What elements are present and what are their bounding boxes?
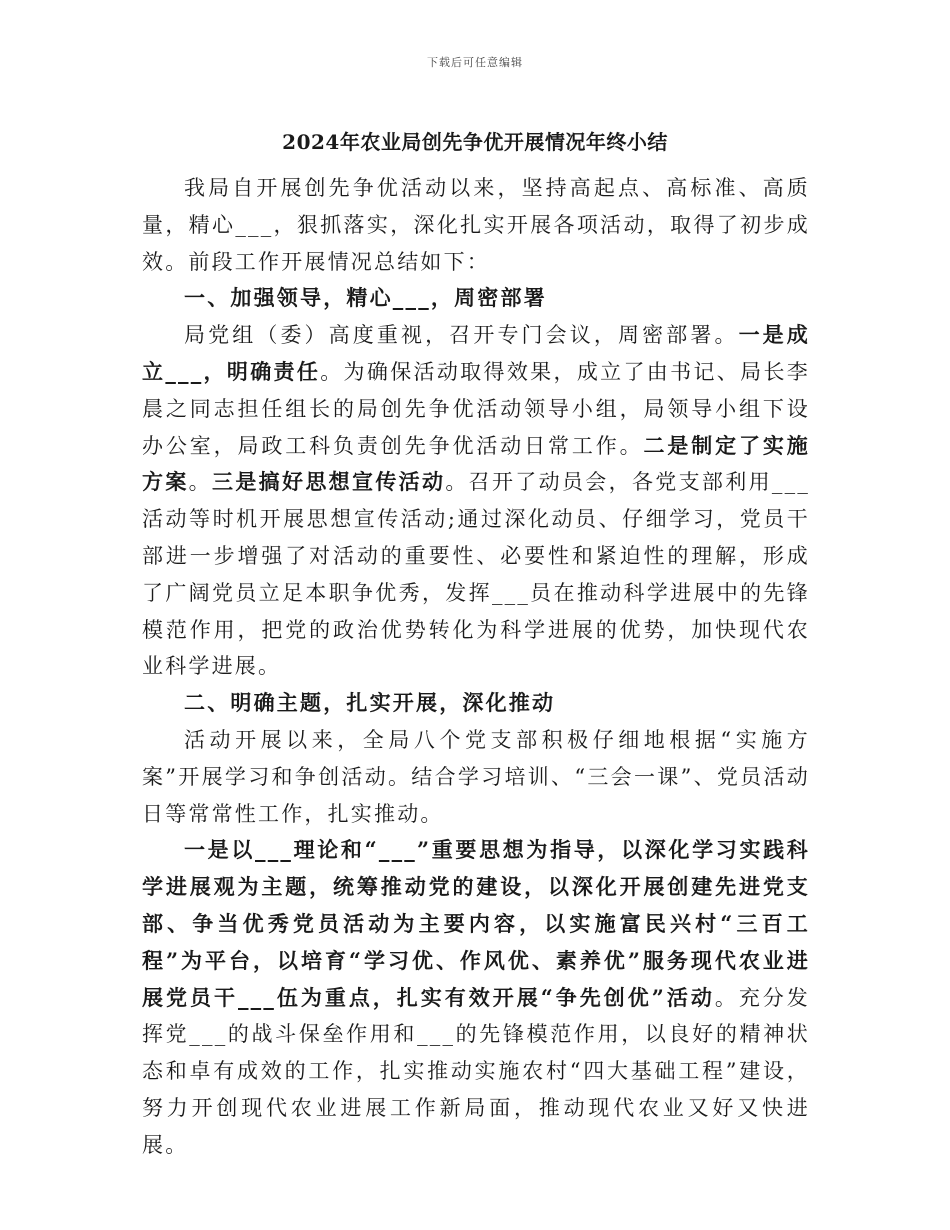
section2-bold-main: 一是以___理论和“___”重要思想为指导，以深化学习实践科学进展观为主题，统筹推动党的建设，以深化开展创建先进党支部、争当优秀党员活动为主要内容，以实施富民兴村“三百工程”为平台，以培育“学习优、作风优、素养优”服务现代农业进展党员干___伍为重点，扎实有效开展“争先创优”活动: [142, 837, 810, 1010]
section1-text-d: 。召开了动员会，各党支部利用___活动等时机开展思想宣传活动;通过深化动员、仔细学习，党员干部进一步增强了对活动的重要性、必要性和紧迫性的理解，形成了广阔党员立足本职争优秀，发挥___员在推动科学进展中的先锋模范作用，把党的政治优势转化为科学进展的优势，加快现代农业科学进展。: [142, 470, 811, 679]
section2-paragraph-2: [142, 832, 810, 1163]
section1-heading: 一、加强领导，精心___，周密部署: [184, 285, 547, 311]
header-note: 下载后可任意编辑: [427, 56, 523, 69]
section2-text: 。充分发挥党___的战斗保垒作用和___的先锋模范作用，以良好的精神状态和卓有成效的工作，扎实推动实施农村“四大基础工程”建设，努力开创现代农业进展工作新局面，推动现代农业又好又快进展。: [142, 985, 810, 1157]
section1-text-a: 局党组（委）高度重视，召开专门会议，周密部署。: [184, 323, 739, 348]
section1-paragraph: [142, 317, 810, 685]
intro-paragraph: 我局自开展创先争优活动以来，坚持高起点、高标准、高质量，精心___，狠抓落实，深化扎实开展各项活动，取得了初步成效。前段工作开展情况总结如下：: [142, 176, 810, 274]
document-body: [142, 170, 810, 1164]
section1-bold-2: 二是制定了实施方案: [142, 432, 811, 495]
section1-text-b: 。为确保活动取得效果，成立了由书记、局长李晨之同志担任组长的局创先争优活动领导小组，局领导小组下设办公室，局政工科负责创先争优活动日常工作。: [142, 359, 810, 458]
document-title: 2024年农业局创先争优开展情况年终小结: [282, 130, 668, 154]
section1-text-c: 。: [188, 470, 213, 495]
section1-bold-3: 三是搞好思想宣传活动: [212, 469, 446, 495]
section2-paragraph-1: 活动开展以来，全局八个党支部积极仔细地根据“实施方案”开展学习和争创活动。结合学习培训、“三会一课”、党员活动日等常常性工作，扎实推动。: [142, 727, 810, 826]
section2-heading: 二、明确主题，扎实开展，深化推动: [184, 690, 556, 716]
section1-bold-1: 一是成立___，明确责任: [142, 322, 810, 384]
